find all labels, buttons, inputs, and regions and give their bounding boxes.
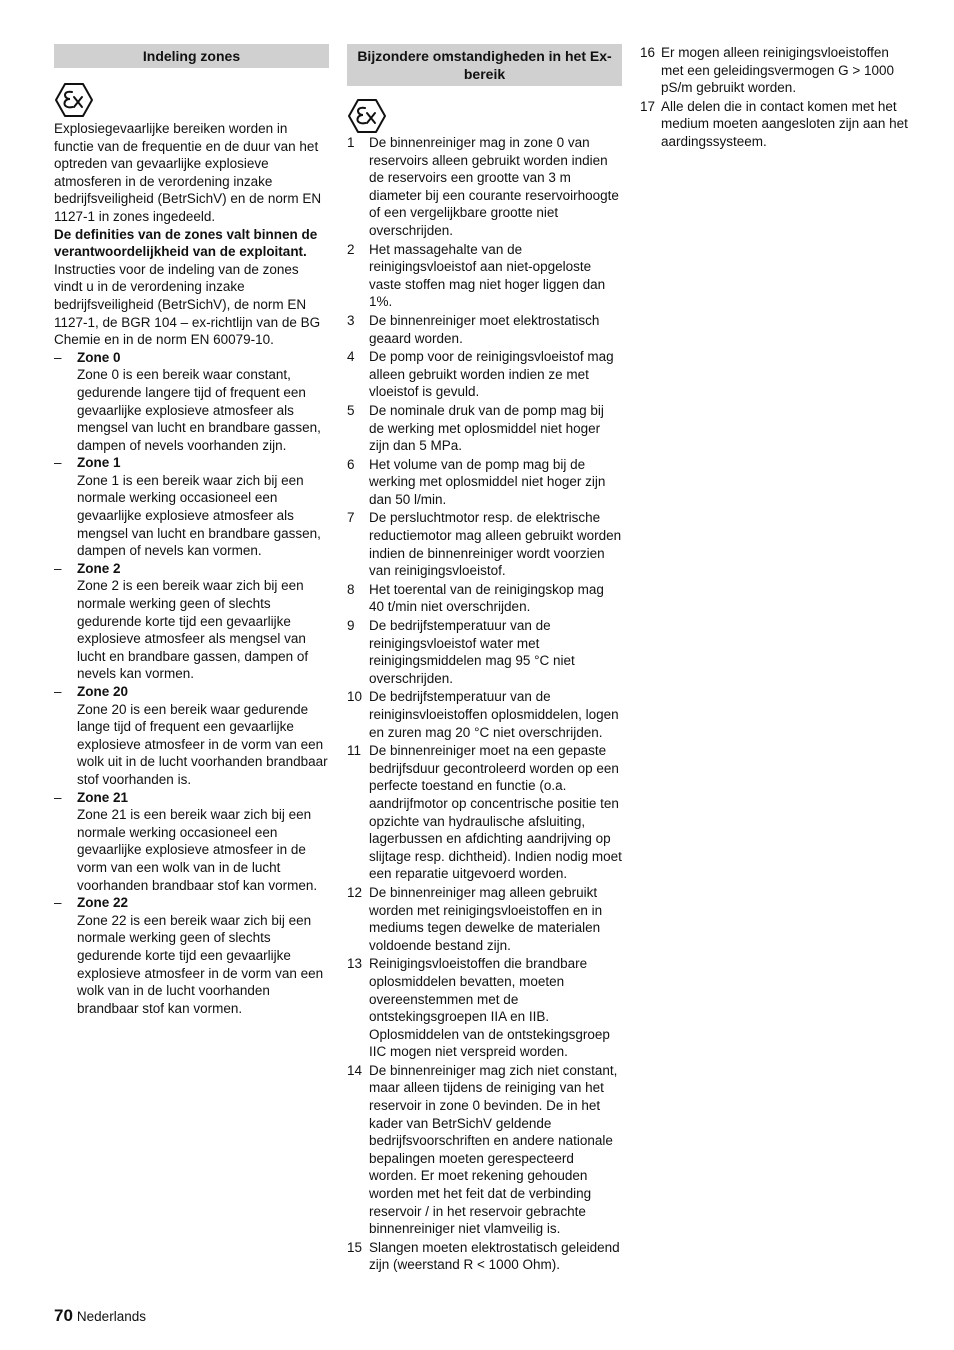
- list-item: [347, 688, 622, 741]
- item-number: 14: [347, 1062, 363, 1078]
- dash-marker: –: [54, 895, 62, 911]
- list-item: [347, 456, 622, 509]
- item-number: 3: [347, 312, 355, 328]
- item-text: De nominale druk van de pomp mag bij de werking met oplosmiddel niet hoger zijn dan 5 MPa.: [369, 402, 604, 454]
- item-number: 12: [347, 884, 363, 900]
- ex-explosion-protection-icon: [347, 98, 387, 134]
- zone-item: [54, 789, 329, 895]
- list-item: [347, 1062, 622, 1238]
- item-number: 15: [347, 1239, 363, 1255]
- zone-description: Zone 21 is een bereik waar zich bij een normale werking occasioneel een gevaarlijke explosieve atmosfeer in de vorm van een wolk van in de lucht voorhanden brandbaar stof kan vormen.: [77, 807, 318, 893]
- section-heading-special-conditions: Bijzondere omstandigheden in het Ex-bereik: [347, 44, 622, 86]
- list-item: [347, 134, 622, 240]
- zone-description: Zone 1 is een bereik waar zich bij een normale werking occasioneel een gevaarlijke explosieve atmosfeer als mengsel van lucht en brandbare gassen, dampen of nevels kan vormen.: [77, 472, 321, 559]
- zone-item: [54, 454, 329, 560]
- item-text: De binnenreiniger mag alleen gebruikt worden met reinigingsvloeistoffen en in mediums tegen dewelke de materialen voldoende bestand zijn.: [369, 884, 603, 953]
- footer-language: Nederlands: [76, 1309, 146, 1324]
- item-number: 16: [640, 45, 656, 60]
- section-heading-zones: Indeling zones: [54, 44, 329, 68]
- zone-item: [54, 560, 329, 683]
- item-number: 17: [640, 98, 656, 114]
- item-text: De binnenreiniger mag zich niet constant, maar alleen tijdens de reiniging van het reservoir in zone 0 bevinden. De in het kader van BetrSichV geldende bedrijfsvoorschriften en andere nationale bepalingen moeten gerespecteerd worden. Er moet rekening gehouden worden met het feit dat de verbinding reservoir / in het reservoir gebrachte binnenreiniger niet vlamveilig is.: [369, 1062, 618, 1237]
- item-number: 8: [347, 581, 355, 597]
- zone-title: Zone 20: [77, 684, 129, 699]
- item-text: Reinigingsvloeistoffen die brandbare oplosmiddelen bevatten, moeten overeenstemmen met de ontstekingsgroepen IIA en IIB. Oplosmiddelen van de ontstekingsgroep IIC mogen niet verspreid worden.: [369, 956, 610, 1060]
- item-text: Het volume van de pomp mag bij de werking met oplosmiddel niet hoger zijn dan 50 l/min.: [369, 456, 606, 507]
- dash-marker: –: [54, 684, 62, 699]
- list-item: [347, 884, 622, 954]
- zone-description: Zone 0 is een bereik waar constant, gedurende langere tijd of frequent een gevaarlijke explosieve atmosfeer als mengsel van lucht en brandbare gassen, dampen of nevels voorhanden zijn.: [77, 367, 321, 453]
- list-item: [347, 241, 622, 311]
- item-text: Alle delen die in contact komen met het medium moeten aangesloten zijn aan het aardingssysteem.: [661, 98, 908, 149]
- zone-title: Zone 1: [77, 455, 121, 471]
- zone-item: [54, 683, 329, 789]
- item-number: 13: [347, 956, 363, 972]
- zone-list: [54, 349, 329, 1018]
- item-text: De binnenreiniger moet elektrostatisch geaard worden.: [369, 312, 600, 346]
- list-item: [640, 44, 915, 97]
- conditions-list-continued: [640, 44, 915, 151]
- zone-title: Zone 22: [77, 895, 129, 911]
- item-text: De binnenreiniger moet na een gepaste bedrijfsduur gecontroleerd worden op een perfecte toestand en functie (o.a. aandrijfmotor op concentrische positie ten opzichte van hydraulische afsluiting, lagerbussen en afdichting aandrijving op slijtage resp. dichtheid). Indien nodig moet een reparatie uitgevoerd worden.: [369, 743, 622, 882]
- dash-marker: –: [54, 560, 62, 576]
- item-text: Er mogen alleen reinigingsvloeistoffen met een geleidingsvermogen G > 1000 pS/m gebruikt worden.: [661, 45, 895, 96]
- item-text: De persluchtmotor resp. de elektrische reductiemotor mag alleen gebruikt worden indien de binnenreiniger wordt voorzien van reinigingsvloeistof.: [369, 510, 622, 579]
- item-text: De pomp voor de reinigingsvloeistof mag alleen gebruikt worden indien ze met vloeistof is gevuld.: [369, 349, 614, 400]
- list-item: [347, 742, 622, 883]
- item-number: 6: [347, 456, 355, 472]
- conditions-list: [347, 134, 622, 1274]
- zone-description: Zone 20 is een bereik waar gedurende lange tijd of frequent een gevaarlijke explosieve atmosfeer in de vorm van een wolk uit in de lucht voorhanden brandbaar stof voorhanden is.: [77, 701, 328, 787]
- column-continued-conditions: [640, 44, 915, 152]
- dash-marker: –: [54, 789, 62, 805]
- dash-marker: –: [54, 455, 62, 471]
- list-item: [347, 348, 622, 401]
- item-number: 5: [347, 402, 355, 418]
- item-text: Het massagehalte van de reinigingsvloeistof aan niet-opgeloste vaste stoffen mag niet hoger liggen dan 1%.: [369, 241, 606, 310]
- dash-marker: –: [54, 349, 62, 365]
- item-text: De bedrijfstemperatuur van de reinigingsvloeistof water met reinigingsmiddelen mag 95 °C niet overschrijden.: [369, 618, 575, 686]
- list-item: [347, 955, 622, 1061]
- list-item: [347, 509, 622, 579]
- list-item: [347, 402, 622, 455]
- zone-description: Zone 22 is een bereik waar zich bij een normale werking geen of slechts gedurende korte tijd een gevaarlijke explosieve atmosfeer in de vorm van een wolk van in de lucht voorhanden brandbaar stof kan vormen.: [77, 912, 324, 1016]
- list-item: [347, 1239, 622, 1274]
- zone-title: Zone 21: [77, 789, 129, 805]
- list-item: [347, 312, 622, 347]
- page-number: 70: [54, 1306, 73, 1325]
- zone-title: Zone 2: [77, 560, 121, 576]
- list-item: [347, 617, 622, 687]
- zone-item: [54, 894, 329, 1017]
- item-number: 4: [347, 349, 355, 365]
- item-number: 2: [347, 241, 355, 257]
- page-footer: [54, 1307, 146, 1326]
- operator-responsibility-note: De definities van de zones valt binnen de verantwoordelijkheid van de exploitant.: [54, 226, 318, 260]
- item-number: 7: [347, 510, 355, 526]
- item-number: 1: [347, 135, 355, 150]
- column-zone-classification: [54, 44, 329, 1017]
- ex-explosion-protection-icon: [54, 82, 94, 118]
- list-item: [640, 98, 915, 151]
- item-text: De bedrijfstemperatuur van de reiniginsvloeistoffen oplosmiddelen, logen en zuren mag 20 °C niet overschrijden.: [369, 689, 619, 740]
- intro-paragraph: Explosiegevaarlijke bereiken worden in functie van de frequentie en de duur van het optreden van gevaarlijke explosieve atmosferen in de verordening inzake bedrijfsveiligheid (BetrSichV) en de norm EN 1127-1 in zones ingedeeld.: [54, 121, 322, 224]
- item-text: Slangen moeten elektrostatisch geleidend zijn (weerstand R < 1000 Ohm).: [369, 1239, 620, 1273]
- instructions-paragraph: Instructies voor de indeling van de zones vindt u in de verordening inzake bedrijfsveiligheid (BetrSichV), de norm EN 1127-1, de BGR 104 – ex-richtlijn van de BG Chemie en in de norm EN 60079-10.: [54, 261, 321, 348]
- item-text: Het toerental van de reinigingskop mag 40 t/min niet overschrijden.: [369, 581, 604, 615]
- item-number: 10: [347, 689, 363, 705]
- item-number: 11: [347, 743, 362, 759]
- item-number: 9: [347, 618, 355, 634]
- list-item: [347, 581, 622, 616]
- item-text: De binnenreiniger mag in zone 0 van reservoirs alleen gebruikt worden indien de reservoirs een grootte van 3 m diameter bij een courante reservoirhoogte of een vergelijkbare grootte niet overschrijden.: [369, 135, 619, 238]
- zone-title: Zone 0: [77, 349, 121, 365]
- zone-item: [54, 349, 329, 455]
- zone-description: Zone 2 is een bereik waar zich bij een normale werking geen of slechts gedurende korte tijd een gevaarlijke explosieve atmosfeer als mengsel van lucht en brandbare gassen, dampen of nevels kan vormen.: [77, 578, 309, 682]
- column-special-conditions: [347, 44, 622, 1275]
